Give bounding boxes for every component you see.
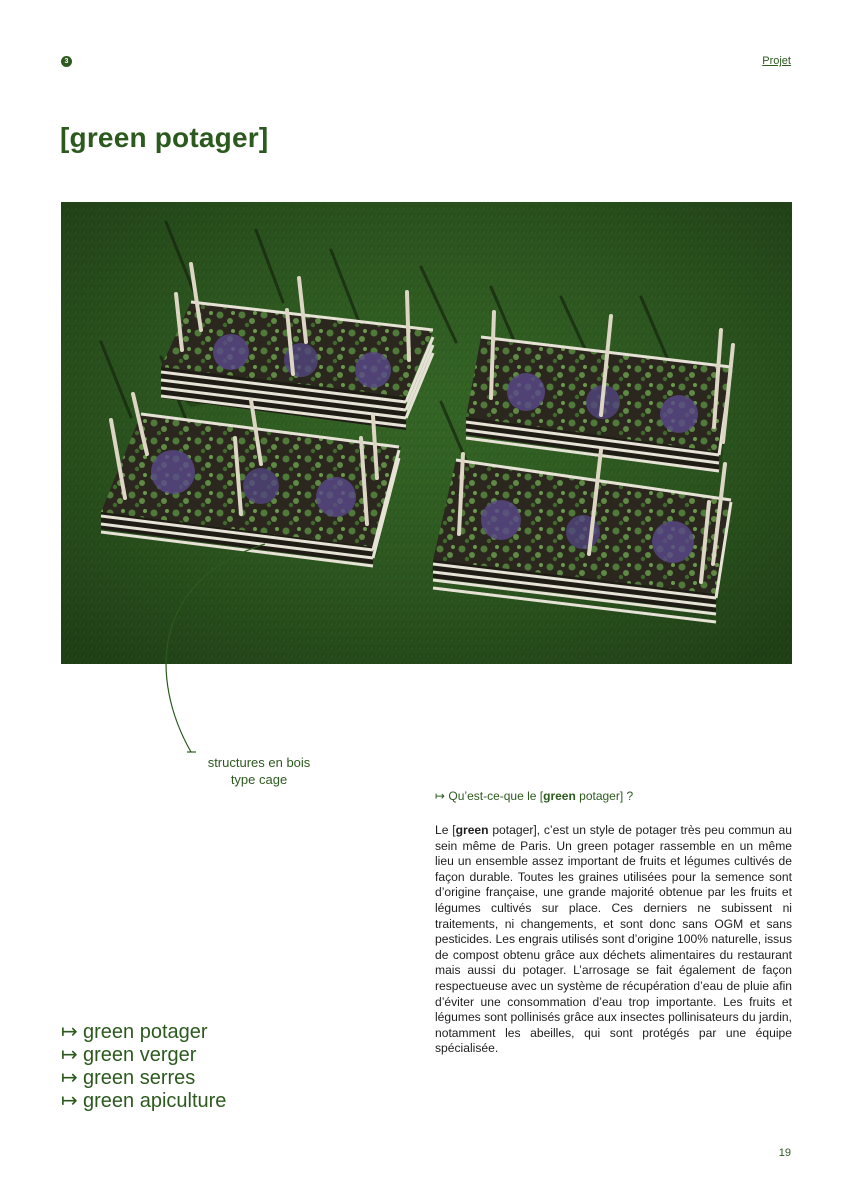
arrow-icon: ↦ <box>61 1090 78 1112</box>
arrow-icon: ↦ <box>61 1021 78 1043</box>
page-number: 19 <box>778 1147 791 1159</box>
annotation-label <box>190 754 328 788</box>
feature-item: ↦ green apiculture <box>61 1090 227 1112</box>
features-list <box>61 1021 226 1113</box>
arrow-icon: ↦ <box>61 1067 78 1089</box>
arrow-icon: ↦ <box>61 1044 78 1066</box>
arrow-icon: ↦ <box>435 789 446 803</box>
chapter-number-badge: 3 <box>61 56 72 67</box>
feature-item: ↦ green verger <box>61 1044 197 1066</box>
page-title: [green potager] <box>60 122 269 153</box>
section-question: ↦ Qu’est-ce-que le [green potager] ? <box>435 789 634 803</box>
feature-item: ↦ green potager <box>61 1021 208 1043</box>
feature-item: ↦ green serres <box>61 1067 196 1089</box>
annotation-line-1: structures en bois <box>207 755 311 770</box>
garden-beds-illustration <box>61 202 792 664</box>
body-paragraph: Le [green potager], c’est un style de potager très peu commun au sein même de Paris. Un green potager rassemble en un même lieu un ensemble assez important de fruits et légumes cultivés de façon durable. Toutes les graines utilisées pour la semence sont d’origine française, une grande majorité obtenue par les fruits et légumes cultivés sur place. Ces derniers ne subissent ni traitements, ni changements, et sont donc sans OGM et sans pesticides. Les engrais utilisés sont d’origine 100% naturelle, issus de compost obtenu grâce aux déchets alimentaires du restaurant mais aussi du potager. L’arrosage se fait également de façon respectueuse avec un système de récupération d’eau de pluie afin d’éviter une consommation d’eau trop importante. Les fruits et légumes sont pollinisés grâce aux insectes pollinisateurs du jardin, notamment les abeilles, qui sont protégés par une équipe spécialisée. <box>435 823 792 1056</box>
annotation-line-2: type cage <box>230 772 288 787</box>
section-link-projet[interactable]: Projet <box>762 55 791 67</box>
